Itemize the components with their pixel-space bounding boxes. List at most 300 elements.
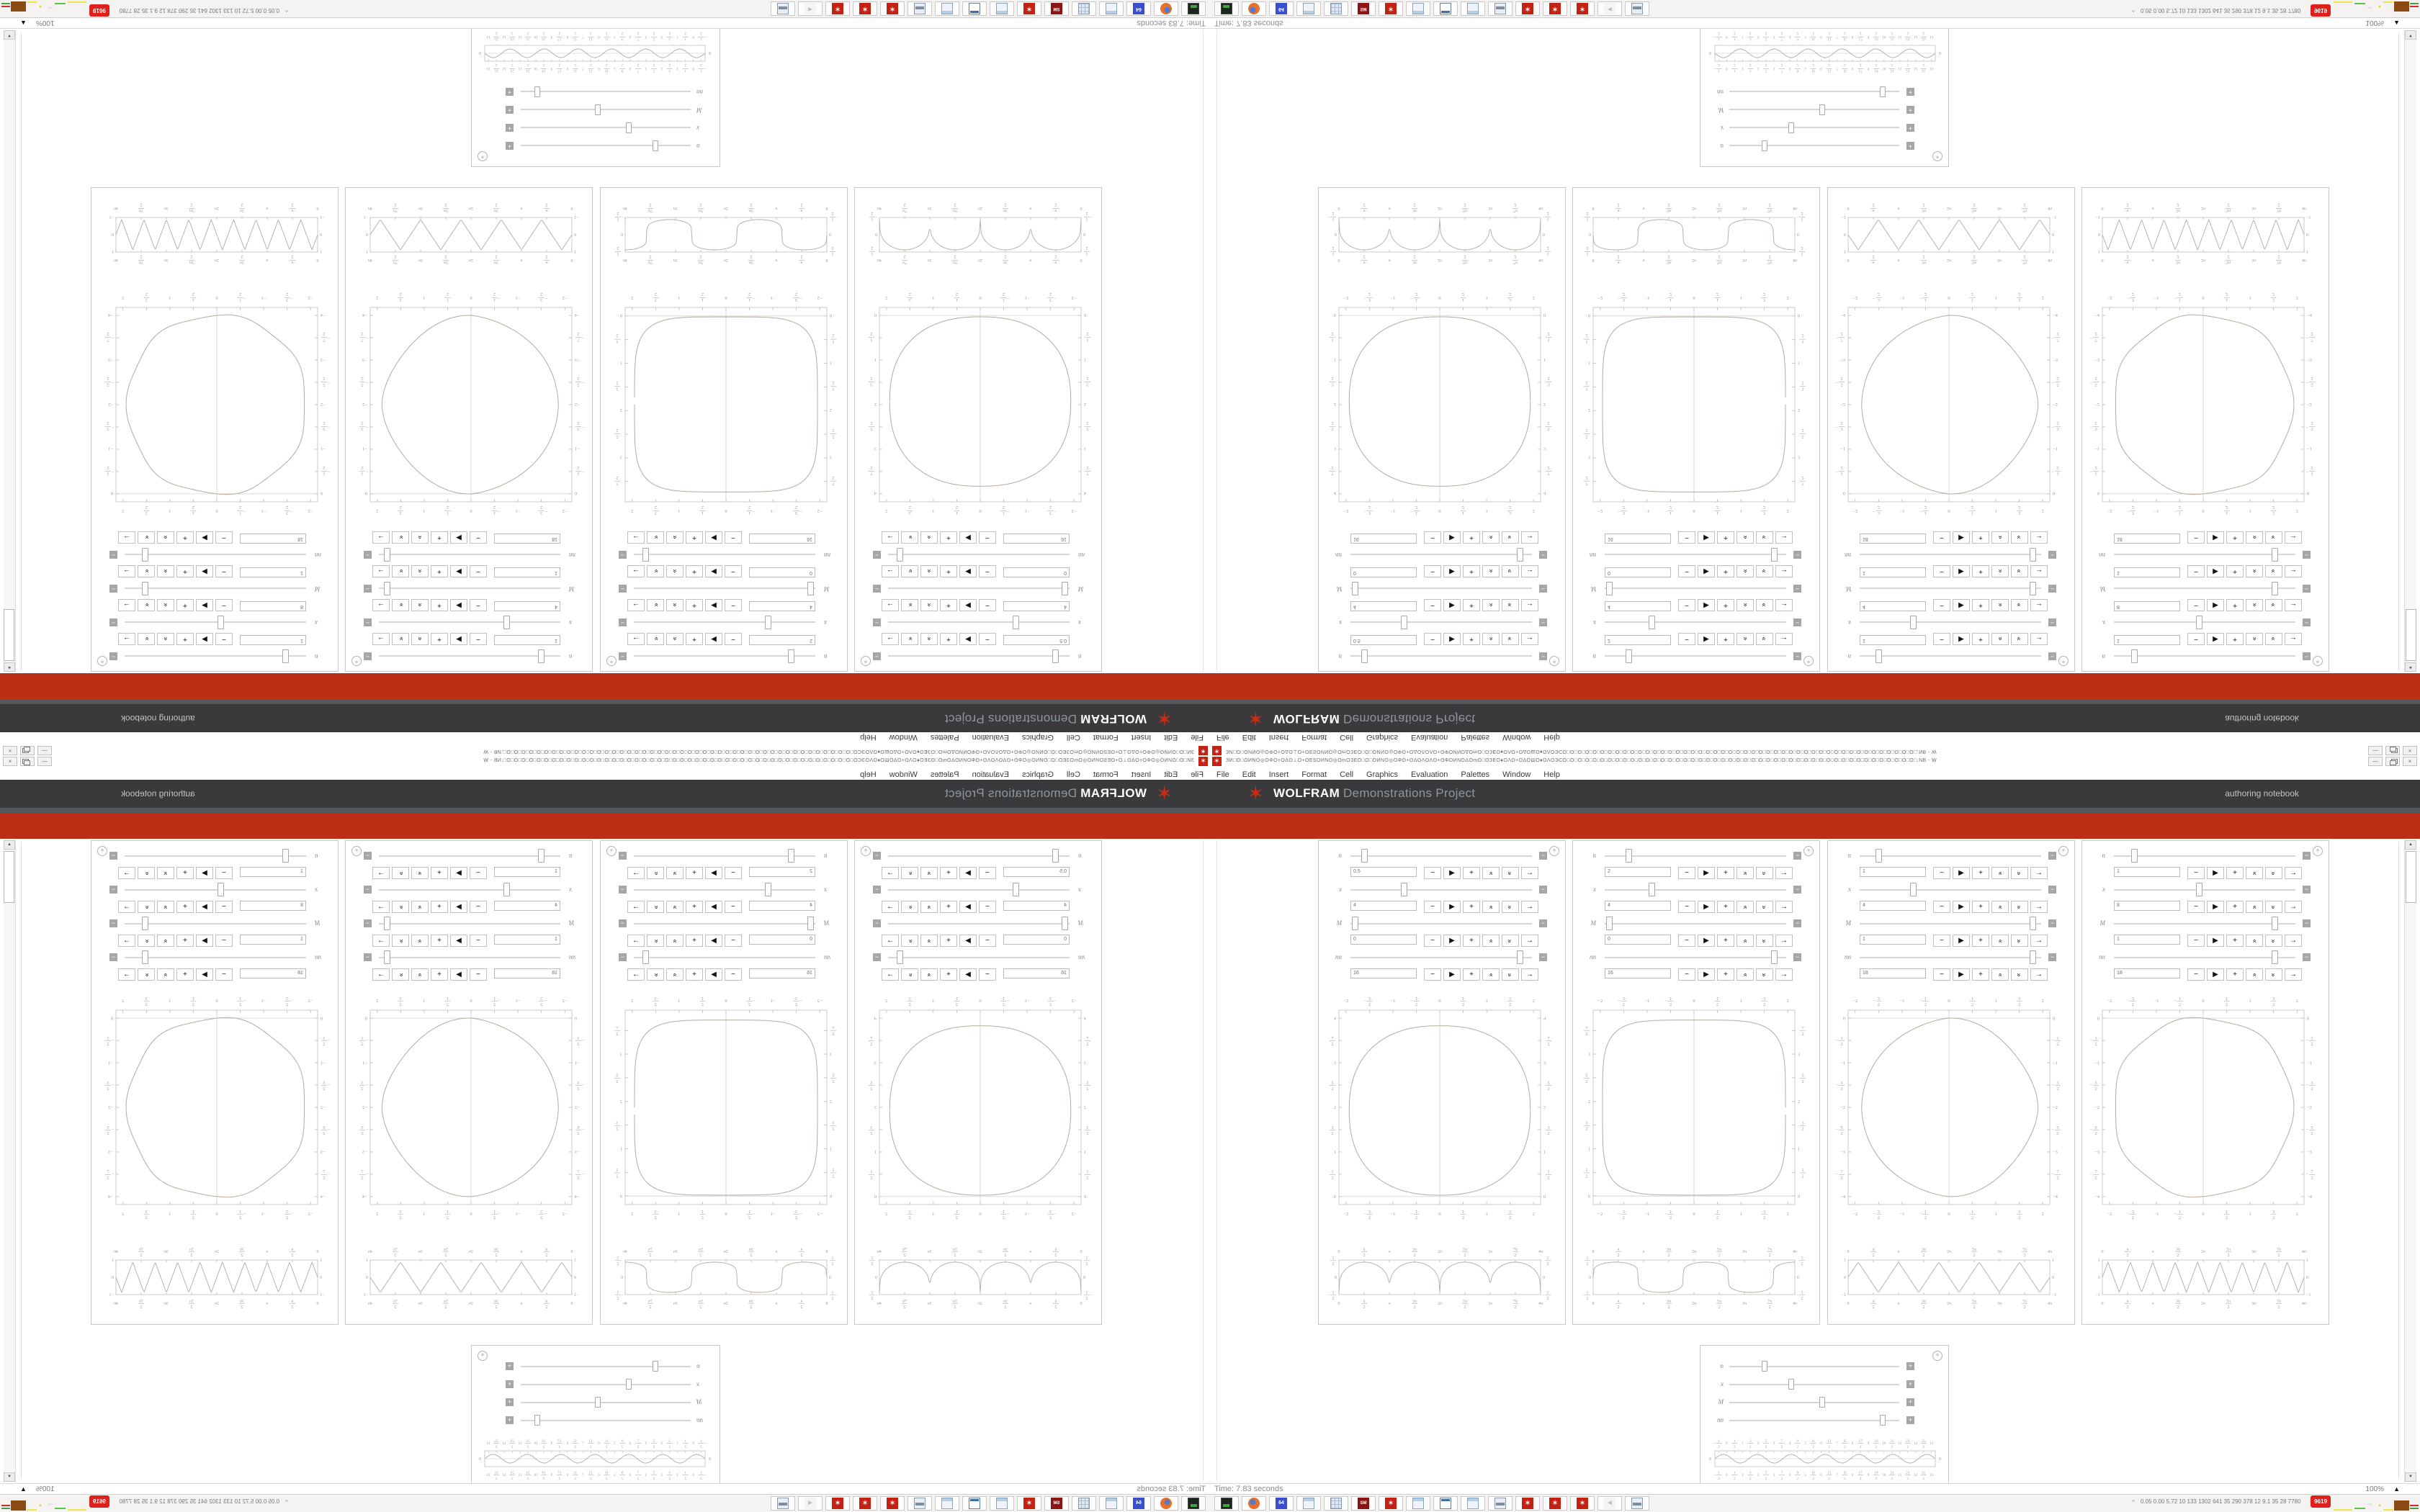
increment-button[interactable] [1972,968,1989,981]
increment-button[interactable] [1463,599,1480,611]
taskbar-button-mathematica-spikey-icon[interactable] [1515,1496,1540,1511]
play-button[interactable] [196,901,213,913]
step-forward-button[interactable] [2030,599,2048,611]
slower-button[interactable] [2265,565,2282,577]
slider-thumb-x[interactable] [765,883,771,896]
menu-item-evaluation[interactable]: Evaluation [972,733,1009,742]
menu-item-help[interactable]: Help [1543,733,1560,742]
slider-thumb-x[interactable] [2196,883,2202,896]
faster-button[interactable] [920,633,938,645]
taskbar-button-mathematica-spikey-icon[interactable] [1379,1496,1403,1511]
faster-button[interactable] [1736,531,1754,544]
slider-track[interactable] [1860,588,2041,589]
restore-button[interactable] [2385,757,2400,766]
play-button[interactable] [450,565,467,577]
slower-button[interactable] [138,935,155,947]
expand-slider-button[interactable]: + [1906,1362,1914,1370]
step-forward-button[interactable] [2285,633,2302,645]
play-button[interactable] [959,968,977,981]
panel-options-button[interactable]: + [606,656,617,666]
collapse-slider-button[interactable]: − [2303,652,2311,660]
faster-button[interactable] [1736,935,1754,947]
panel-options-button[interactable]: + [351,656,362,666]
slider-thumb-n[interactable] [538,649,544,663]
collapse-slider-button[interactable]: − [1539,953,1547,961]
decrement-button[interactable] [725,633,742,645]
slider-thumb-n[interactable] [1361,849,1368,863]
faster-button[interactable] [1736,565,1754,577]
taskbar-button-mathematica-spikey-icon[interactable] [1515,1,1540,16]
collapse-slider-button[interactable]: − [364,618,372,626]
taskbar-button-notepad-icon[interactable] [1461,1,1485,16]
decrement-button[interactable] [1424,633,1441,645]
increment-button[interactable] [1717,968,1734,981]
notification-badge[interactable]: 9619 [2311,1495,2331,1508]
play-button[interactable] [1698,867,1715,879]
slower-button[interactable] [1756,531,1773,544]
panel-options-button[interactable]: + [1549,846,1559,856]
decrement-button[interactable] [1424,867,1441,879]
slider-track[interactable] [125,554,306,555]
slider-track[interactable] [2114,621,2295,623]
play-button[interactable] [705,867,722,879]
increment-button[interactable] [940,599,957,611]
slider-track[interactable] [634,621,815,623]
decrement-button[interactable] [1933,935,1950,947]
slower-button[interactable] [138,968,155,981]
slider-thumb-x[interactable] [2196,616,2202,629]
faster-button[interactable] [1991,633,2009,645]
slider-thumb-n[interactable] [1876,849,1882,863]
taskbar-button-sm-app-icon[interactable] [1044,1,1069,16]
collapse-slider-button[interactable]: − [2048,652,2056,660]
increment-button[interactable] [686,565,703,577]
slider-track[interactable] [1350,923,1532,924]
taskbar-button-floppy-64-icon[interactable] [1126,1,1151,16]
faster-button[interactable] [920,901,938,913]
slider-thumb-nn[interactable] [642,950,649,964]
increment-button[interactable] [1972,633,1989,645]
collapse-slider-button[interactable]: − [109,852,117,860]
step-forward-button[interactable] [882,565,899,577]
slider-thumb-n[interactable] [1626,649,1632,663]
slider-value-field[interactable]: 4 [1605,901,1671,911]
taskbar-button-notepad-icon[interactable] [1406,1,1430,16]
decrement-button[interactable] [1678,565,1695,577]
menu-item-cell[interactable]: Cell [1066,733,1080,742]
panel-options-button[interactable]: + [97,846,107,856]
faster-button[interactable] [666,867,684,879]
slider-value-field[interactable]: 18 [1860,968,1926,978]
panel-options-button[interactable]: + [2313,656,2323,666]
step-forward-button[interactable] [627,531,645,544]
scroll-down-button[interactable]: ▼ [2405,1472,2416,1482]
slider-track[interactable] [521,109,691,110]
increment-button[interactable] [1463,968,1480,981]
slider-value-field[interactable]: 16 [749,534,815,544]
close-button[interactable]: × [3,757,17,766]
taskbar-button-window-icon[interactable] [962,1496,987,1511]
increment-button[interactable] [686,867,703,879]
taskbar-button-mathematica-spikey-icon[interactable] [1017,1,1041,16]
menu-item-palettes[interactable]: Palettes [930,733,959,742]
minimize-button[interactable]: — [37,757,52,766]
slower-button[interactable] [392,531,409,544]
increment-button[interactable] [1717,565,1734,577]
slider-track[interactable] [125,621,306,623]
slider-track[interactable] [1860,554,2041,555]
faster-button[interactable] [920,867,938,879]
faster-button[interactable] [1482,633,1500,645]
collapse-slider-button[interactable]: − [619,585,627,593]
slower-button[interactable] [392,935,409,947]
play-button[interactable] [1443,968,1461,981]
faster-button[interactable] [411,633,429,645]
faster-button[interactable] [2246,867,2263,879]
slider-value-field[interactable]: 4 [749,601,815,611]
faster-button[interactable] [157,867,174,879]
panel-options-button[interactable]: + [861,656,871,666]
slower-button[interactable] [1502,968,1519,981]
menu-item-graphics[interactable]: Graphics [1021,770,1054,779]
slower-button[interactable] [901,901,918,913]
slider-track[interactable] [1729,1420,1899,1421]
collapse-slider-button[interactable]: − [2303,919,2311,927]
slider-track[interactable] [1729,1402,1899,1403]
increment-button[interactable] [686,935,703,947]
faster-button[interactable] [157,599,174,611]
slider-track[interactable] [634,923,815,924]
slower-button[interactable] [2265,867,2282,879]
expand-slider-button[interactable]: + [1906,1380,1914,1388]
taskbar-button-floppy-64-icon[interactable] [1126,1496,1151,1511]
play-button[interactable] [1698,565,1715,577]
play-button[interactable] [196,968,213,981]
taskbar-button-calculator-icon[interactable] [1324,1,1348,16]
step-forward-button[interactable] [1521,867,1538,879]
increment-button[interactable] [2226,531,2244,544]
slider-value-field[interactable]: 16 [1605,968,1671,978]
menu-item-help[interactable]: Help [860,770,877,779]
collapse-slider-button[interactable]: − [2303,585,2311,593]
slider-value-field[interactable]: 0.5 [1003,635,1070,645]
slider-thumb-nn[interactable] [1517,950,1523,964]
faster-button[interactable] [666,565,684,577]
increment-button[interactable] [431,968,448,981]
play-button[interactable] [1953,968,1970,981]
scrollbar-thumb[interactable] [2406,609,2416,661]
step-forward-button[interactable] [118,531,135,544]
slider-value-field[interactable]: 2 [749,635,815,645]
increment-button[interactable] [1717,599,1734,611]
slider-value-field[interactable]: 0 [1003,567,1070,577]
slider-value-field[interactable]: 8 [2114,601,2180,611]
collapse-slider-button[interactable]: − [873,652,881,660]
scroll-down-button[interactable]: ▼ [4,1472,15,1482]
slider-thumb-M[interactable] [1352,917,1358,930]
decrement-button[interactable] [215,531,233,544]
faster-button[interactable] [920,599,938,611]
increment-button[interactable] [940,968,957,981]
play-button[interactable] [1953,935,1970,947]
step-forward-button[interactable] [627,599,645,611]
slider-thumb-x[interactable] [1013,616,1019,629]
slider-thumb-x[interactable] [503,616,510,629]
slider-value-field[interactable]: 0 [1605,567,1671,577]
collapse-slider-button[interactable]: − [2303,852,2311,860]
slider-thumb-x[interactable] [1788,122,1794,133]
slider-track[interactable] [521,127,691,128]
window-title-bar[interactable] [0,744,1210,756]
menu-item-edit[interactable]: Edit [1242,733,1256,742]
decrement-button[interactable] [215,599,233,611]
taskbar-button-muted-speaker-icon[interactable] [1597,1496,1622,1511]
taskbar-button-mathematica-spikey-icon[interactable] [853,1,877,16]
slider-track[interactable] [1350,588,1532,589]
play-button[interactable] [1443,531,1461,544]
step-forward-button[interactable] [627,867,645,879]
slower-button[interactable] [2011,599,2028,611]
increment-button[interactable] [1463,531,1480,544]
slider-value-field[interactable]: 4 [494,901,560,911]
decrement-button[interactable] [2187,633,2205,645]
menu-item-evaluation[interactable]: Evaluation [1411,770,1448,779]
collapse-slider-button[interactable]: − [619,886,627,894]
slider-value-field[interactable]: 0 [1350,567,1417,577]
faster-button[interactable] [411,968,429,981]
collapse-slider-button[interactable]: − [1793,886,1801,894]
menu-item-window[interactable]: Window [889,733,918,742]
decrement-button[interactable] [1933,599,1950,611]
faster-button[interactable] [1991,901,2009,913]
slider-value-field[interactable]: 16 [1350,968,1417,978]
taskbar-button-printer-icon[interactable] [771,1496,795,1511]
slider-thumb-n[interactable] [282,849,289,863]
slider-thumb-nn[interactable] [1517,548,1523,562]
increment-button[interactable] [176,935,194,947]
collapse-slider-button[interactable]: − [1539,652,1547,660]
play-button[interactable] [705,565,722,577]
play-button[interactable] [1698,901,1715,913]
faster-button[interactable] [1736,901,1754,913]
collapse-slider-button[interactable]: − [109,585,117,593]
increment-button[interactable] [1463,901,1480,913]
faster-button[interactable] [157,531,174,544]
faster-button[interactable] [666,935,684,947]
slider-value-field[interactable]: 0.5 [1350,867,1417,877]
taskbar-button-printer-icon[interactable] [1488,1496,1512,1511]
slider-thumb-x[interactable] [1910,883,1917,896]
restore-button[interactable] [2385,746,2400,755]
taskbar-button-mathematica-spikey-icon[interactable] [880,1,905,16]
increment-button[interactable] [686,633,703,645]
slider-value-field[interactable]: 1 [494,867,560,877]
taskbar-button-notepad-icon[interactable] [1099,1,1124,16]
faster-button[interactable] [1991,968,2009,981]
slider-thumb-M[interactable] [1606,917,1613,930]
slider-track[interactable] [1729,109,1899,110]
slider-thumb-M[interactable] [384,917,390,930]
slider-thumb-n[interactable] [788,849,794,863]
menu-item-window[interactable]: Window [889,770,918,779]
slider-thumb-nn[interactable] [534,1415,540,1426]
slower-button[interactable] [647,633,664,645]
faster-button[interactable] [920,565,938,577]
window-title-bar[interactable] [1210,756,2420,768]
decrement-button[interactable] [2187,599,2205,611]
taskbar-button-mathematica-spikey-icon[interactable] [1379,1,1403,16]
slider-thumb-M[interactable] [384,582,390,595]
menu-item-format[interactable]: Format [1093,733,1119,742]
decrement-button[interactable] [1424,935,1441,947]
slider-value-field[interactable]: 8 [2114,901,2180,911]
faster-button[interactable] [1482,935,1500,947]
slider-track[interactable] [1350,889,1532,891]
slider-thumb-nn[interactable] [142,950,148,964]
play-button[interactable] [196,565,213,577]
restore-button[interactable] [20,746,35,755]
slower-button[interactable] [138,633,155,645]
slider-track[interactable] [634,957,815,958]
decrement-button[interactable] [1678,599,1695,611]
taskbar-button-window-icon[interactable] [1433,1496,1458,1511]
panel-options-button[interactable]: + [478,1351,488,1361]
collapse-slider-button[interactable]: − [619,618,627,626]
decrement-button[interactable] [979,565,996,577]
slider-thumb-x[interactable] [218,883,224,896]
play-button[interactable] [2207,565,2224,577]
decrement-button[interactable] [2187,565,2205,577]
faster-button[interactable] [2246,633,2263,645]
slower-button[interactable] [392,633,409,645]
faster-button[interactable] [666,599,684,611]
menu-item-file[interactable]: File [1191,733,1204,742]
taskbar-button-muted-speaker-icon[interactable] [798,1496,823,1511]
decrement-button[interactable] [2187,867,2205,879]
slider-track[interactable] [1350,621,1532,623]
vertical-scrollbar[interactable] [2404,840,2416,1482]
play-button[interactable] [1443,565,1461,577]
slider-thumb-M[interactable] [595,104,601,115]
slider-track[interactable] [1729,145,1899,146]
slider-value-field[interactable]: 2 [1605,867,1671,877]
increment-button[interactable] [940,935,957,947]
play-button[interactable] [2207,867,2224,879]
taskbar-button-mathematica-spikey-icon[interactable] [1543,1,1567,16]
slider-track[interactable] [1860,923,2041,924]
slider-thumb-n[interactable] [1361,649,1368,663]
collapse-slider-button[interactable]: − [364,919,372,927]
play-button[interactable] [1698,935,1715,947]
slider-value-field[interactable]: 16 [1605,534,1671,544]
slider-track[interactable] [125,957,306,958]
faster-button[interactable] [1482,901,1500,913]
slider-track[interactable] [125,655,306,657]
increment-button[interactable] [686,531,703,544]
slider-track[interactable] [2114,588,2295,589]
play-button[interactable] [196,531,213,544]
scroll-down-button[interactable]: ▼ [4,30,15,40]
slower-button[interactable] [647,935,664,947]
scroll-up-button[interactable]: ▲ [2405,840,2416,850]
expand-slider-button[interactable]: + [1906,142,1914,150]
increment-button[interactable] [2226,599,2244,611]
step-forward-button[interactable] [372,565,390,577]
step-forward-button[interactable] [2285,599,2302,611]
taskbar-button-notepad-icon[interactable] [1099,1496,1124,1511]
slider-thumb-M[interactable] [807,582,814,595]
slider-value-field[interactable]: 0 [1350,935,1417,945]
collapse-slider-button[interactable]: − [619,953,627,961]
slider-track[interactable] [1605,957,1786,958]
taskbar-button-mathematica-spikey-icon[interactable] [1570,1,1595,16]
play-button[interactable] [1443,633,1461,645]
slider-value-field[interactable]: 1 [2114,567,2180,577]
slower-button[interactable] [647,599,664,611]
menu-item-insert[interactable]: Insert [1268,770,1289,779]
play-button[interactable] [1443,599,1461,611]
menu-item-window[interactable]: Window [1502,770,1531,779]
slider-value-field[interactable]: 1 [2114,867,2180,877]
taskbar-button-window-icon[interactable] [1433,1,1458,16]
collapse-slider-button[interactable]: − [873,886,881,894]
slider-thumb-nn[interactable] [2030,950,2036,964]
faster-button[interactable] [2246,935,2263,947]
slider-track[interactable] [634,889,815,891]
step-forward-button[interactable] [627,633,645,645]
slower-button[interactable] [1502,901,1519,913]
collapse-slider-button[interactable]: − [619,652,627,660]
play-button[interactable] [1953,565,1970,577]
scroll-up-button[interactable]: ▲ [4,662,15,672]
slider-thumb-n[interactable] [282,649,289,663]
slower-button[interactable] [1756,565,1773,577]
slider-thumb-M[interactable] [2272,582,2278,595]
slider-track[interactable] [2114,655,2295,657]
minimize-button[interactable]: — [37,746,52,755]
play-button[interactable] [959,599,977,611]
slower-button[interactable] [138,599,155,611]
collapse-slider-button[interactable]: − [364,652,372,660]
slower-button[interactable] [647,968,664,981]
step-forward-button[interactable] [372,633,390,645]
slider-thumb-n[interactable] [788,649,794,663]
slider-value-field[interactable]: 4 [1860,601,1926,611]
step-forward-button[interactable] [1775,565,1793,577]
panel-options-button[interactable]: + [2313,846,2323,856]
notification-badge[interactable]: 9619 [2311,4,2331,17]
step-forward-button[interactable] [2285,867,2302,879]
slider-thumb-nn[interactable] [897,950,903,964]
vertical-scrollbar[interactable] [4,840,16,1482]
step-forward-button[interactable] [1775,901,1793,913]
slower-button[interactable] [392,565,409,577]
play-button[interactable] [959,565,977,577]
slider-thumb-nn[interactable] [642,548,649,562]
collapse-slider-button[interactable]: − [873,953,881,961]
play-button[interactable] [2207,599,2224,611]
decrement-button[interactable] [470,633,487,645]
slider-track[interactable] [2114,889,2295,891]
step-forward-button[interactable] [372,531,390,544]
expand-slider-button[interactable]: + [1906,88,1914,96]
slider-track[interactable] [379,855,560,857]
collapse-slider-button[interactable]: − [2048,618,2056,626]
increment-button[interactable] [686,901,703,913]
taskbar-button-notepad-icon[interactable] [935,1,959,16]
menu-item-help[interactable]: Help [860,733,877,742]
taskbar-button-window-icon[interactable] [962,1,987,16]
